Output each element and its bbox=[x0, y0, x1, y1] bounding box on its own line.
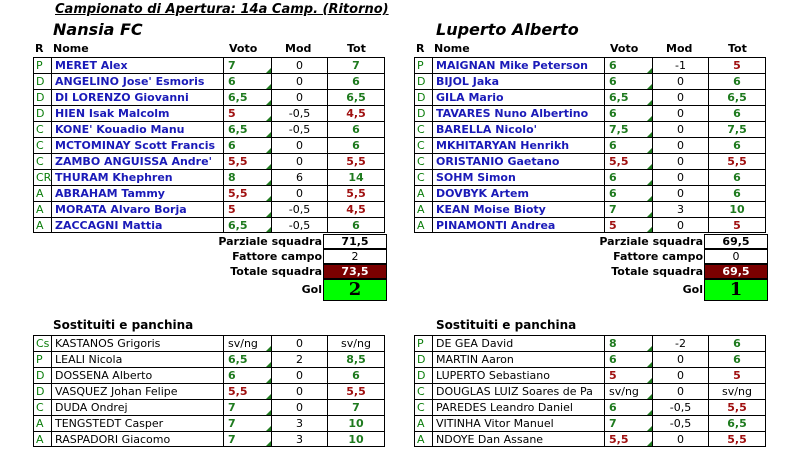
voto-cell: 5 bbox=[604, 217, 652, 233]
voto-cell: 6 bbox=[604, 73, 652, 89]
mod-cell: 0 bbox=[271, 383, 327, 399]
role-cell: D bbox=[33, 383, 51, 399]
header-tot: Tot bbox=[347, 42, 366, 55]
tot-cell: 6 bbox=[708, 335, 766, 351]
totale-value: 69,5 bbox=[704, 264, 768, 279]
voto-cell: 7 bbox=[223, 399, 271, 415]
tot-cell: 6 bbox=[327, 367, 385, 383]
player-name[interactable]: ZACCAGNI Mattia bbox=[51, 217, 223, 233]
player-row[interactable] bbox=[0, 73, 799, 89]
voto-cell: 6 bbox=[604, 351, 652, 367]
bench-title: Sostituiti e panchina bbox=[436, 318, 577, 332]
fattore-label: Fattore campo bbox=[613, 250, 703, 263]
voto-cell: 6 bbox=[604, 169, 652, 185]
voto-cell: 5 bbox=[604, 367, 652, 383]
totale-value: 73,5 bbox=[323, 264, 387, 279]
mod-cell: 0 bbox=[652, 89, 708, 105]
tot-cell: 10 bbox=[708, 201, 766, 217]
mod-cell: 0 bbox=[271, 367, 327, 383]
player-name[interactable]: DE GEA David bbox=[432, 335, 604, 351]
bench-title: Sostituiti e panchina bbox=[53, 318, 194, 332]
role-cell: C bbox=[33, 399, 51, 415]
role-cell: P bbox=[33, 57, 51, 73]
team-name: Luperto Alberto bbox=[436, 20, 579, 39]
role-cell: C bbox=[414, 137, 432, 153]
bench-row[interactable] bbox=[0, 415, 799, 431]
mod-cell: 0 bbox=[652, 217, 708, 233]
page-title: Campionato di Apertura: 14a Camp. (Ritorno) bbox=[55, 2, 389, 17]
voto-cell: 7 bbox=[223, 57, 271, 73]
mod-cell: 0 bbox=[271, 57, 327, 73]
voto-cell: 5,5 bbox=[604, 431, 652, 447]
voto-cell: 6 bbox=[223, 367, 271, 383]
player-name[interactable]: VITINHA Vitor Manuel bbox=[432, 415, 604, 431]
voto-cell: 7 bbox=[223, 415, 271, 431]
bench-row[interactable] bbox=[0, 351, 799, 367]
mod-cell: 0 bbox=[271, 399, 327, 415]
player-name[interactable]: DOUGLAS LUIZ Soares de Pa bbox=[432, 383, 604, 399]
role-cell: C bbox=[414, 169, 432, 185]
mod-cell: 0 bbox=[271, 153, 327, 169]
tot-cell: 6,5 bbox=[708, 89, 766, 105]
voto-cell: 7 bbox=[604, 201, 652, 217]
voto-cell: 6 bbox=[604, 399, 652, 415]
player-row[interactable] bbox=[0, 89, 799, 105]
voto-cell: sv/ng bbox=[223, 335, 271, 351]
role-cell: D bbox=[414, 73, 432, 89]
bench-row[interactable] bbox=[0, 399, 799, 415]
mod-cell: 0 bbox=[652, 367, 708, 383]
tot-cell: 5,5 bbox=[327, 153, 385, 169]
role-cell: C bbox=[414, 399, 432, 415]
role-cell: P bbox=[414, 335, 432, 351]
mod-cell: -0,5 bbox=[271, 105, 327, 121]
role-cell: C bbox=[414, 121, 432, 137]
player-name[interactable]: MORATA Alvaro Borja bbox=[51, 201, 223, 217]
role-cell: CR bbox=[33, 169, 51, 185]
totale-label: Totale squadra bbox=[230, 265, 322, 278]
voto-cell: 5,5 bbox=[223, 153, 271, 169]
role-cell: C bbox=[33, 153, 51, 169]
tot-cell: 5 bbox=[708, 217, 766, 233]
mod-cell: -0,5 bbox=[271, 201, 327, 217]
tot-cell: 7 bbox=[327, 57, 385, 73]
player-name[interactable]: ABRAHAM Tammy bbox=[51, 185, 223, 201]
mod-cell: -0,5 bbox=[271, 217, 327, 233]
role-cell: C bbox=[414, 153, 432, 169]
role-cell: A bbox=[414, 185, 432, 201]
header-mod: Mod bbox=[666, 42, 693, 55]
role-cell: C bbox=[414, 383, 432, 399]
player-name[interactable]: DOVBYK Artem bbox=[432, 185, 604, 201]
tot-cell: 5,5 bbox=[708, 431, 766, 447]
mod-cell: 3 bbox=[271, 431, 327, 447]
tot-cell: 6 bbox=[327, 121, 385, 137]
player-name[interactable]: HIEN Isak Malcolm bbox=[51, 105, 223, 121]
role-cell: C bbox=[33, 137, 51, 153]
player-name[interactable]: ANGELINO Jose' Esmoris bbox=[51, 73, 223, 89]
role-cell: A bbox=[414, 415, 432, 431]
voto-cell: 5 bbox=[223, 105, 271, 121]
mod-cell: -0,5 bbox=[652, 399, 708, 415]
header-r: R bbox=[35, 42, 44, 55]
tot-cell: 5,5 bbox=[708, 399, 766, 415]
tot-cell: 8,5 bbox=[327, 351, 385, 367]
voto-cell: 6,5 bbox=[604, 89, 652, 105]
tot-cell: 6 bbox=[327, 137, 385, 153]
player-name[interactable]: RASPADORI Giacomo bbox=[51, 431, 223, 447]
player-name[interactable]: PAREDES Leandro Daniel bbox=[432, 399, 604, 415]
role-cell: D bbox=[414, 89, 432, 105]
role-cell: A bbox=[414, 217, 432, 233]
mod-cell: 3 bbox=[271, 415, 327, 431]
bench-row[interactable] bbox=[0, 335, 799, 351]
parziale-value: 69,5 bbox=[704, 234, 768, 249]
parziale-value: 71,5 bbox=[323, 234, 387, 249]
player-name[interactable]: GILA Mario bbox=[432, 89, 604, 105]
voto-cell: 6,5 bbox=[223, 351, 271, 367]
voto-cell: 6 bbox=[604, 185, 652, 201]
parziale-label: Parziale squadra bbox=[599, 235, 703, 248]
player-row[interactable] bbox=[0, 201, 799, 217]
player-name[interactable]: VASQUEZ Johan Felipe bbox=[51, 383, 223, 399]
gol-value: 2 bbox=[323, 279, 387, 301]
tot-cell: 6 bbox=[708, 105, 766, 121]
voto-cell: 7 bbox=[223, 431, 271, 447]
voto-cell: 8 bbox=[604, 335, 652, 351]
team-name: Nansia FC bbox=[53, 20, 143, 39]
mod-cell: 0 bbox=[271, 185, 327, 201]
tot-cell: 5,5 bbox=[327, 185, 385, 201]
tot-cell: 6 bbox=[708, 73, 766, 89]
voto-cell: 5,5 bbox=[223, 185, 271, 201]
player-row[interactable] bbox=[0, 217, 799, 233]
mod-cell: 3 bbox=[652, 201, 708, 217]
role-cell: A bbox=[414, 201, 432, 217]
role-cell: A bbox=[33, 185, 51, 201]
tot-cell: 5,5 bbox=[708, 153, 766, 169]
tot-cell: 5,5 bbox=[327, 383, 385, 399]
tot-cell: 6 bbox=[708, 351, 766, 367]
mod-cell: 0 bbox=[652, 153, 708, 169]
player-name[interactable]: MKHITARYAN Henrikh bbox=[432, 137, 604, 153]
fattore-value: 0 bbox=[704, 249, 768, 264]
header-mod: Mod bbox=[285, 42, 312, 55]
player-name[interactable]: MERET Alex bbox=[51, 57, 223, 73]
header-voto: Voto bbox=[610, 42, 639, 55]
gol-label: Gol bbox=[682, 283, 703, 296]
voto-cell: sv/ng bbox=[604, 383, 652, 399]
mod-cell: 6 bbox=[271, 169, 327, 185]
player-name[interactable]: PINAMONTI Andrea bbox=[432, 217, 604, 233]
role-cell: D bbox=[33, 73, 51, 89]
tot-cell: 6 bbox=[327, 73, 385, 89]
role-cell: D bbox=[33, 89, 51, 105]
gol-value: 1 bbox=[704, 279, 768, 301]
tot-cell: 7,5 bbox=[708, 121, 766, 137]
player-name[interactable]: ZAMBO ANGUISSA Andre' bbox=[51, 153, 223, 169]
voto-cell: 6,5 bbox=[223, 89, 271, 105]
gol-label: Gol bbox=[301, 283, 322, 296]
role-cell: A bbox=[33, 217, 51, 233]
voto-cell: 7,5 bbox=[604, 121, 652, 137]
voto-cell: 6 bbox=[604, 57, 652, 73]
tot-cell: 14 bbox=[327, 169, 385, 185]
tot-cell: 4,5 bbox=[327, 201, 385, 217]
player-name[interactable]: DI LORENZO Giovanni bbox=[51, 89, 223, 105]
mod-cell: 0 bbox=[652, 137, 708, 153]
role-cell: D bbox=[33, 105, 51, 121]
role-cell: D bbox=[414, 105, 432, 121]
voto-cell: 6 bbox=[604, 137, 652, 153]
voto-cell: 5,5 bbox=[604, 153, 652, 169]
mod-cell: 0 bbox=[271, 137, 327, 153]
player-name[interactable]: THURAM Khephren bbox=[51, 169, 223, 185]
header-nome: Nome bbox=[434, 42, 470, 55]
player-name[interactable]: LUPERTO Sebastiano bbox=[432, 367, 604, 383]
player-name[interactable]: KONE' Kouadio Manu bbox=[51, 121, 223, 137]
player-name[interactable]: DOSSENA Alberto bbox=[51, 367, 223, 383]
player-row[interactable] bbox=[0, 121, 799, 137]
voto-cell: 6 bbox=[604, 105, 652, 121]
voto-cell: 6 bbox=[223, 73, 271, 89]
mod-cell: 2 bbox=[271, 351, 327, 367]
tot-cell: 7 bbox=[327, 399, 385, 415]
tot-cell: 6 bbox=[708, 169, 766, 185]
player-name[interactable]: SOHM Simon bbox=[432, 169, 604, 185]
role-cell: P bbox=[414, 57, 432, 73]
role-cell: D bbox=[33, 367, 51, 383]
tot-cell: 6 bbox=[708, 185, 766, 201]
mod-cell: -0,5 bbox=[652, 415, 708, 431]
tot-cell: 4,5 bbox=[327, 105, 385, 121]
mod-cell: 0 bbox=[652, 431, 708, 447]
role-cell: D bbox=[414, 351, 432, 367]
role-cell: C bbox=[33, 121, 51, 137]
player-name[interactable]: DUDA Ondrej bbox=[51, 399, 223, 415]
mod-cell: 0 bbox=[652, 351, 708, 367]
mod-cell: -1 bbox=[652, 57, 708, 73]
tot-cell: 5 bbox=[708, 367, 766, 383]
player-row[interactable] bbox=[0, 185, 799, 201]
fattore-label: Fattore campo bbox=[232, 250, 322, 263]
voto-cell: 5 bbox=[223, 201, 271, 217]
tot-cell: 5 bbox=[708, 57, 766, 73]
totale-label: Totale squadra bbox=[611, 265, 703, 278]
player-name[interactable]: BIJOL Jaka bbox=[432, 73, 604, 89]
tot-cell: 10 bbox=[327, 415, 385, 431]
header-voto: Voto bbox=[229, 42, 258, 55]
role-cell: P bbox=[33, 351, 51, 367]
mod-cell: 0 bbox=[652, 185, 708, 201]
voto-cell: 6,5 bbox=[223, 217, 271, 233]
tot-cell: 10 bbox=[327, 431, 385, 447]
player-row[interactable] bbox=[0, 153, 799, 169]
mod-cell: 0 bbox=[652, 169, 708, 185]
tot-cell: 6,5 bbox=[708, 415, 766, 431]
mod-cell: 0 bbox=[652, 383, 708, 399]
tot-cell: sv/ng bbox=[708, 383, 766, 399]
header-tot: Tot bbox=[728, 42, 747, 55]
role-cell: D bbox=[414, 367, 432, 383]
player-name[interactable]: TENGSTEDT Casper bbox=[51, 415, 223, 431]
voto-cell: 8 bbox=[223, 169, 271, 185]
mod-cell: 0 bbox=[271, 335, 327, 351]
player-row[interactable] bbox=[0, 105, 799, 121]
player-name[interactable]: TAVARES Nuno Albertino bbox=[432, 105, 604, 121]
bench-row[interactable] bbox=[0, 383, 799, 399]
player-row[interactable] bbox=[0, 57, 799, 73]
role-cell: Cs bbox=[33, 335, 51, 351]
mod-cell: 0 bbox=[271, 89, 327, 105]
tot-cell: 6 bbox=[327, 217, 385, 233]
tot-cell: sv/ng bbox=[327, 335, 385, 351]
player-name[interactable]: ORISTANIO Gaetano bbox=[432, 153, 604, 169]
header-r: R bbox=[416, 42, 425, 55]
player-name[interactable]: BARELLA Nicolo' bbox=[432, 121, 604, 137]
player-name[interactable]: MARTIN Aaron bbox=[432, 351, 604, 367]
role-cell: A bbox=[33, 415, 51, 431]
voto-cell: 6 bbox=[223, 137, 271, 153]
player-row[interactable] bbox=[0, 137, 799, 153]
tot-cell: 6,5 bbox=[327, 89, 385, 105]
fattore-value: 2 bbox=[323, 249, 387, 264]
mod-cell: 0 bbox=[652, 105, 708, 121]
bench-row[interactable] bbox=[0, 367, 799, 383]
header-nome: Nome bbox=[53, 42, 89, 55]
mod-cell: -0,5 bbox=[271, 121, 327, 137]
mod-cell: -2 bbox=[652, 335, 708, 351]
player-row[interactable] bbox=[0, 169, 799, 185]
player-name[interactable]: MCTOMINAY Scott Francis bbox=[51, 137, 223, 153]
role-cell: A bbox=[33, 431, 51, 447]
voto-cell: 6,5 bbox=[223, 121, 271, 137]
player-name[interactable]: KEAN Moise Bioty bbox=[432, 201, 604, 217]
voto-cell: 7 bbox=[604, 415, 652, 431]
player-name[interactable]: NDOYE Dan Assane bbox=[432, 431, 604, 447]
voto-cell: 5,5 bbox=[223, 383, 271, 399]
player-name[interactable]: LEALI Nicola bbox=[51, 351, 223, 367]
player-name[interactable]: KASTANOS Grigoris bbox=[51, 335, 223, 351]
player-name[interactable]: MAIGNAN Mike Peterson bbox=[432, 57, 604, 73]
mod-cell: 0 bbox=[271, 73, 327, 89]
bench-row[interactable] bbox=[0, 431, 799, 447]
parziale-label: Parziale squadra bbox=[218, 235, 322, 248]
mod-cell: 0 bbox=[652, 73, 708, 89]
role-cell: A bbox=[414, 431, 432, 447]
tot-cell: 6 bbox=[708, 137, 766, 153]
role-cell: A bbox=[33, 201, 51, 217]
mod-cell: 0 bbox=[652, 121, 708, 137]
